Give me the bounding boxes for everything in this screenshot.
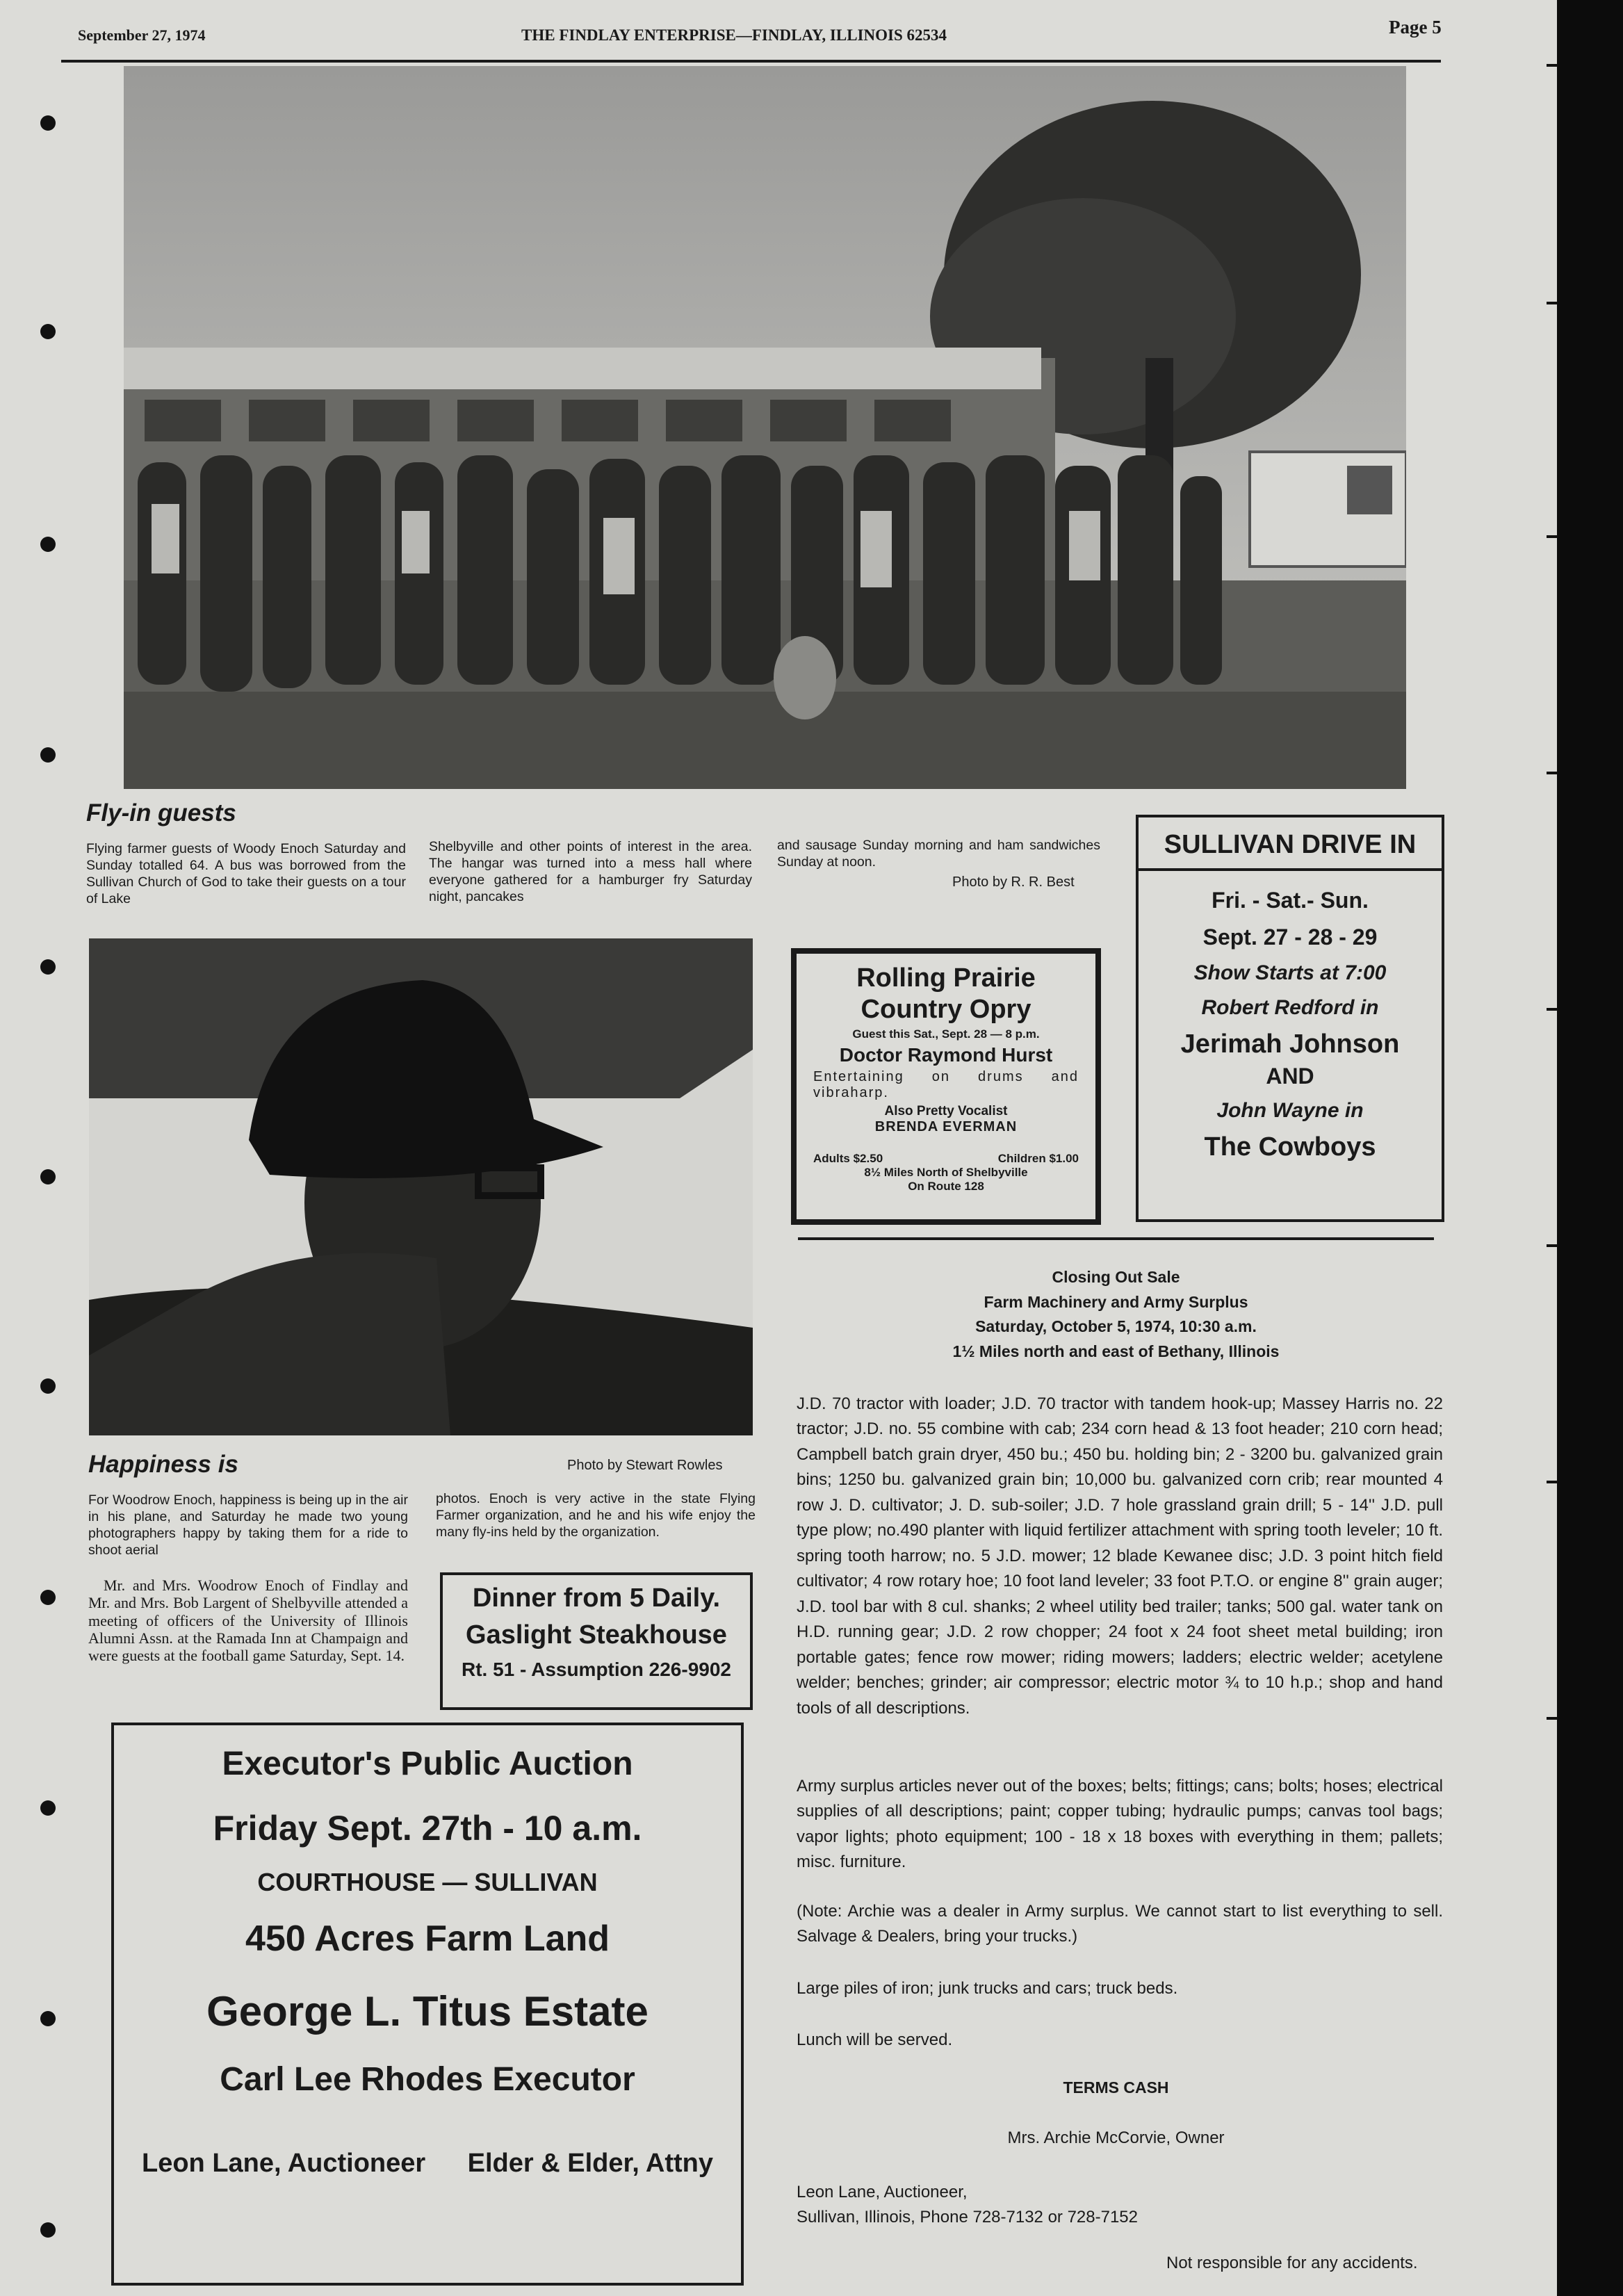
auction-attorney: Elder & Elder, Attny: [467, 2149, 713, 2178]
sale-heading-3: Saturday, October 5, 1974, 10:30 a.m.: [975, 1317, 1257, 1336]
sale-owner: Mrs. Archie McCorvie, Owner: [1007, 2128, 1225, 2147]
happiness-caption-col1: For Woodrow Enoch, happiness is being up in the air in his plane, and Saturday he made two young photographers happy by taking them for a ride to shoot aerial: [88, 1492, 408, 1558]
sale-machinery-list: J.D. 70 tractor with loader; J.D. 70 tractor with tandem hook-up; Massey Harris no. 22 tractor; J.D. no. 55 combine with cab; 234 corn head & 13 foot header; 210 corn head; Campbell batch grain dryer, 450 bu.; 450 bu. holding bin; 2 - 3200 bu. galvanized grain bins; 1250 bu. galvanized grain bin; 10,000 bu. galvanized corn crib; rear mounted 4 row J. D. cultivator; J. D. sub-soiler; J.D. 7 hole grassland grain drill; 5 - 14'' J.D. pull type plow; no.490 planter with liquid fertilizer attachment with spring tooth leveler; 10 ft. spring tooth harrow; no. 5 J.D. mower; 12 blade Kewanee disc; J.D. 3 point hitch field cultivator; 4 row rotary hoe; 10 foot land leveler; 33 foot P.T.O. or engine 8'' grain auger; J.D. tool bar with 8 cul. shanks; 2 wheel utility bed trailer; tanks; 500 gal. water tank on H.D. running gear; J.D. 2 row chopper; 24 foot x 24 foot sheet metal building; iron portable gates; fence row mower; riding mowers; ladders; electric welder; acetylene welder; benches; grinder; air compressor; electric motor ¾ to 10 h.p.; shop and hand tools of all descriptions.: [797, 1394, 1443, 1718]
opry-also: Also Pretty Vocalist: [884, 1104, 1008, 1118]
opry-vocalist: BRENDA EVERMAN: [874, 1119, 1018, 1134]
opry-title-line1: Rolling Prairie: [856, 963, 1036, 993]
binding-hole: [40, 1800, 56, 1816]
edge-tick: [1547, 1717, 1558, 1720]
auction-title: Executor's Public Auction: [222, 1745, 633, 1782]
auction-date: Friday Sept. 27th - 10 a.m.: [213, 1809, 642, 1848]
binding-hole: [40, 115, 56, 131]
happiness-photo-credit: Photo by Stewart Rowles: [567, 1458, 723, 1473]
sale-auctioneer: Leon Lane, Auctioneer,: [797, 2183, 968, 2201]
sale-rule: [798, 1237, 1434, 1240]
sale-heading-2: Farm Machinery and Army Surplus: [984, 1292, 1248, 1311]
sale-lunch: Lunch will be served.: [797, 2030, 953, 2049]
drive-in-star2: John Wayne in: [1216, 1099, 1364, 1122]
sale-heading-1: Closing Out Sale: [1052, 1268, 1180, 1286]
drive-in-movie1: Jerimah Johnson: [1180, 1029, 1400, 1059]
edge-tick: [1547, 1481, 1558, 1483]
opry-title-line2: Country Opry: [861, 995, 1031, 1024]
drive-in-and: AND: [1266, 1064, 1314, 1089]
binding-hole: [40, 959, 56, 975]
drive-in-days: Fri. - Sat.- Sun.: [1212, 888, 1369, 913]
fly-in-guests-photo: [124, 66, 1406, 789]
opry-child-price: Children $1.00: [997, 1152, 1079, 1165]
opry-performer: Doctor Raymond Hurst: [839, 1044, 1053, 1066]
happiness-caption-col2: photos. Enoch is very active in the state Flying Farmer organization, and he and his wife enjoy the many fly-ins held by the organization.: [436, 1491, 756, 1540]
drive-in-ad: [1136, 815, 1444, 1222]
edge-tick: [1547, 772, 1558, 774]
edge-tick: [1547, 535, 1558, 538]
drive-in-star1: Robert Redford in: [1201, 996, 1379, 1019]
opry-entertaining: Entertaining on drums and vibraharp.: [813, 1069, 1079, 1100]
auction-auctioneer: Leon Lane, Auctioneer: [142, 2149, 426, 2178]
happiness-caption-title: Happiness is: [88, 1451, 238, 1478]
sale-disclaimer: Not responsible for any accidents.: [1166, 2254, 1418, 2272]
opry-guest-date: Guest this Sat., Sept. 28 — 8 p.m.: [852, 1027, 1040, 1041]
sale-phone: Sullivan, Illinois, Phone 728-7132 or 728-7152: [797, 2208, 1139, 2226]
auction-estate: George L. Titus Estate: [206, 1988, 649, 2035]
binding-hole: [40, 1590, 56, 1605]
page-edge-shadow: [1557, 0, 1623, 2296]
edge-tick: [1547, 64, 1558, 67]
edge-tick: [1547, 1008, 1558, 1011]
sale-heading-4: 1½ Miles north and east of Bethany, Illinois: [952, 1342, 1280, 1360]
binding-hole: [40, 747, 56, 763]
binding-hole: [40, 2222, 56, 2238]
binding-hole: [40, 2011, 56, 2026]
opry-adult-price: Adults $2.50: [813, 1152, 883, 1165]
steakhouse-line1: Dinner from 5 Daily.: [472, 1583, 721, 1613]
auction-executor: Carl Lee Rhodes Executor: [220, 2061, 635, 2098]
fly-in-caption-title: Fly-in guests: [86, 799, 236, 827]
steakhouse-ad: [440, 1572, 753, 1710]
page-number: Page 5: [1389, 17, 1442, 38]
drive-in-dates: Sept. 27 - 28 - 29: [1202, 925, 1378, 950]
sale-army-surplus: Army surplus articles never out of the boxes; belts; fittings; cans; bolts; hoses; electrical supplies of all descriptions; paint; copper tubing; hydraulic pumps; canvas tool bags; vapor lights; photo equipment; 100 - 18 x 18 boxes with everything in them; pallets; misc. furniture.: [797, 1777, 1443, 1872]
executor-auction-ad: [111, 1723, 744, 2286]
drive-in-movie2: The Cowboys: [1204, 1132, 1376, 1162]
fly-in-caption-col3: and sausage Sunday morning and ham sandwiches Sunday at noon.: [777, 838, 1100, 870]
binding-hole: [40, 1378, 56, 1394]
binding-hole: [40, 1169, 56, 1184]
steakhouse-address: Rt. 51 - Assumption 226-9902: [462, 1659, 731, 1680]
drive-in-show-time: Show Starts at 7:00: [1193, 961, 1387, 984]
edge-tick: [1547, 302, 1558, 304]
masthead-date: September 27, 1974: [78, 26, 206, 44]
binding-hole: [40, 324, 56, 339]
masthead-title: THE FINDLAY ENTERPRISE—FINDLAY, ILLINOIS 62534: [521, 26, 947, 44]
edge-tick: [1547, 1244, 1558, 1247]
masthead-rule: [61, 60, 1441, 63]
auction-place: COURTHOUSE — SULLIVAN: [257, 1868, 598, 1896]
opry-route: On Route 128: [908, 1180, 984, 1193]
fly-in-photo-credit: Photo by R. R. Best: [952, 874, 1075, 890]
fly-in-caption-col2: Shelbyville and other points of interest in the area. The hangar was turned into a mess hall where everyone gathered for a hamburger fry Saturday night, pancakes: [429, 839, 752, 904]
country-opry-ad: [791, 948, 1101, 1225]
opry-directions: 8½ Miles North of Shelbyville: [864, 1166, 1028, 1179]
happiness-photo: [89, 938, 753, 1435]
closing-sale-header: [798, 1265, 1434, 1365]
drive-in-name: SULLIVAN DRIVE IN: [1139, 817, 1442, 871]
steakhouse-name: Gaslight Steakhouse: [466, 1620, 727, 1650]
enoch-social-item: Mr. and Mrs. Woodrow Enoch of Findlay and Mr. and Mrs. Bob Largent of Shelbyville attended a meeting of officers of the University of Illinois Alumni Assn. at the Ramada Inn at Champaign and were guests at the football game Saturday, Sept. 14.: [88, 1577, 408, 1665]
auction-land: 450 Acres Farm Land: [245, 1919, 610, 1959]
sale-note: (Note: Archie was a dealer in Army surplus. We cannot start to list everything to sell. Salvage & Dealers, bring your trucks.): [797, 1902, 1443, 1946]
binding-hole: [40, 537, 56, 552]
sale-terms: TERMS CASH: [1063, 2078, 1169, 2096]
sale-iron-piles: Large piles of iron; junk trucks and cars; truck beds.: [797, 1979, 1178, 1998]
fly-in-caption-col1: Flying farmer guests of Woody Enoch Saturday and Sunday totalled 64. A bus was borrowed from the Sullivan Church of God to take their guests on a tour of Lake: [86, 841, 406, 906]
